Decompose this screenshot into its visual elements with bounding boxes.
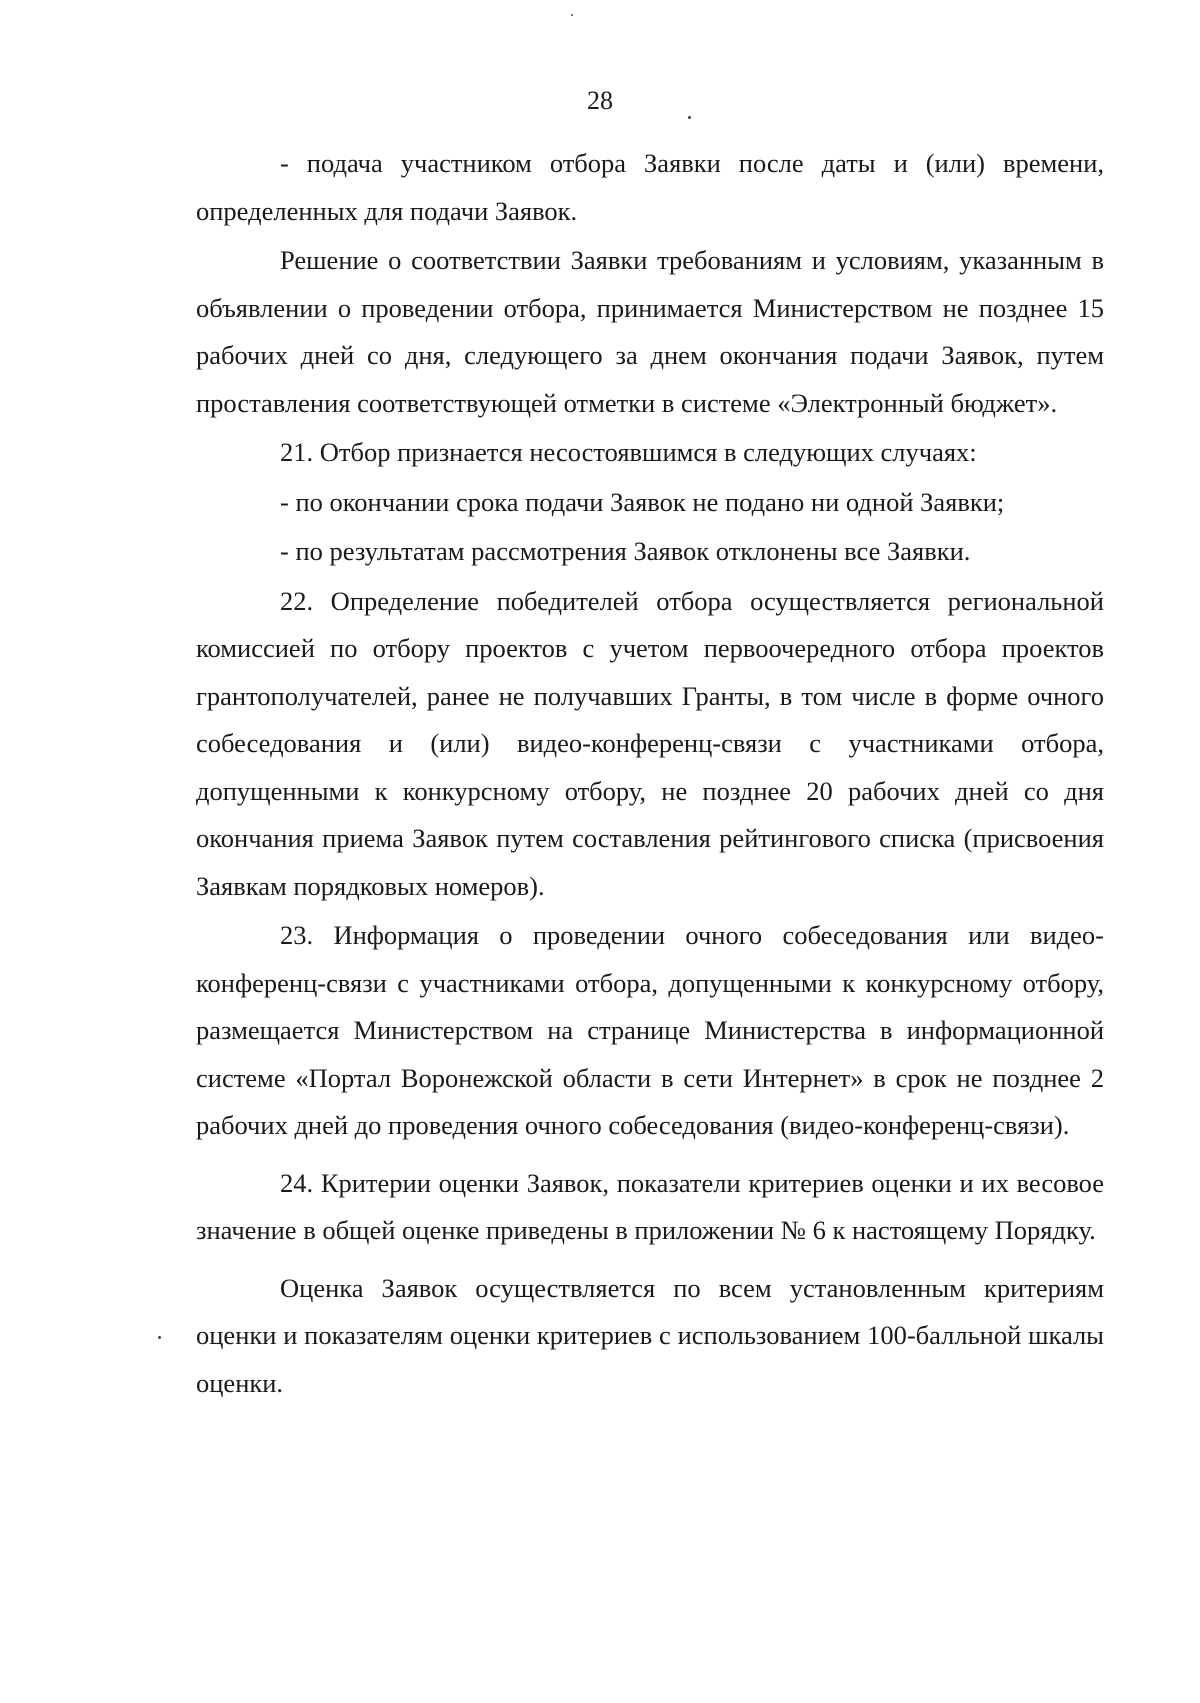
paragraph-8: 24. Критерии оценки Заявок, показатели критериев оценки и их весовое значение в общей оценке приведены в приложении № 6 к настоящему Порядку. bbox=[196, 1167, 1104, 1245]
paragraph-6: 22. Определение победителей отбора осуществляется региональной комиссией по отбору проектов с учетом первоочередного отбора проектов грантополучателей, ранее не получавших Гранты, в том числе в форме очного собеседования и (или) видео-конференц-связи с участниками отбора, допущенными к конкурсному отбору, не позднее 20 рабочих дней со дня окончания приема Заявок путем составления рейтингового списка (присвоения Заявкам порядковых номеров). bbox=[196, 585, 1104, 901]
paragraph-1: - подача участником отбора Заявки после даты и (или) времени, определенных для подачи Заявок. bbox=[196, 148, 1104, 226]
scan-speck bbox=[688, 116, 691, 119]
paragraph-5: - по результатам рассмотрения Заявок отклонены все Заявки. bbox=[280, 536, 971, 566]
paragraph-4: - по окончании срока подачи Заявок не подано ни одной Заявки; bbox=[280, 486, 1005, 517]
page-number: 28 bbox=[587, 86, 613, 115]
document-body bbox=[196, 140, 1104, 1409]
scan-speck bbox=[158, 1336, 161, 1339]
scan-speck bbox=[571, 14, 573, 16]
paragraph-7: 23. Информация о проведении очного собеседования или видео-конференц-связи с участниками отбора, допущенными к конкурсному отбору, размещается Министерством на странице Министерства в информационной системе «Портал Воронежской области в сети Интернет» в срок не позднее 2 рабочих дней до проведения очного собеседования (видео-конференц-связи). bbox=[196, 920, 1104, 1140]
paragraph-2: Решение о соответствии Заявки требованиям и условиям, указанным в объявлении о проведении отбора, принимается Министерством не позднее 15 рабочих дней со дня, следующего за днем окончания подачи Заявок, путем проставления соответствующей отметки в системе «Электронный бюджет». bbox=[196, 245, 1104, 418]
paragraph-3: 21. Отбор признается несостоявшимся в следующих случаях: bbox=[280, 437, 977, 467]
paragraph-9: Оценка Заявок осуществляется по всем установленным критериям оценки и показателям оценки критериев с использованием 100-балльной шкалы оценки. bbox=[196, 1272, 1104, 1398]
